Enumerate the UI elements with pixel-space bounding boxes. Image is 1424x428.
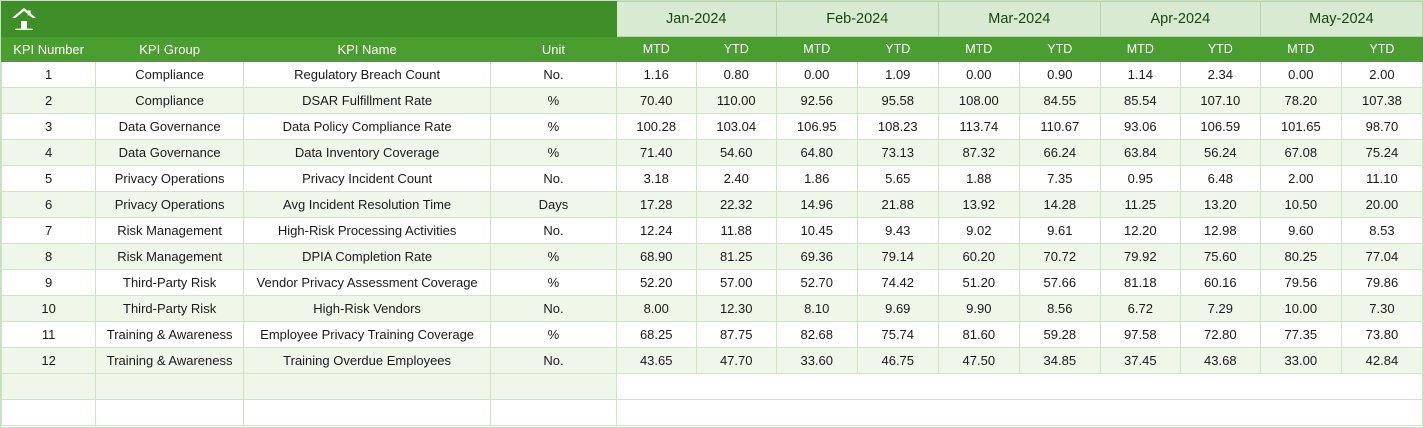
cell-feb-mtd: 106.95 [776,114,857,140]
table-row [2,62,1423,88]
cell-may-mtd: 79.56 [1260,270,1341,296]
cell-kpi-group: Compliance [96,88,244,114]
cell-kpi-number: 4 [2,140,96,166]
cell-may-ytd: 77.04 [1341,244,1422,270]
empty-cell [244,374,491,400]
cell-may-mtd: 77.35 [1260,322,1341,348]
cell-feb-ytd: 21.88 [857,192,938,218]
cell-kpi-group: Third-Party Risk [96,270,244,296]
cell-apr-ytd: 56.24 [1180,140,1260,166]
cell-unit: % [491,88,617,114]
cell-jan-mtd: 71.40 [616,140,696,166]
cell-may-mtd: 67.08 [1260,140,1341,166]
cell-kpi-name: Training Overdue Employees [244,348,491,374]
cell-feb-mtd: 10.45 [776,218,857,244]
cell-kpi-group: Privacy Operations [96,192,244,218]
cell-jan-ytd: 12.30 [696,296,776,322]
cell-kpi-number: 10 [2,296,96,322]
cell-unit: No. [491,218,617,244]
cell-unit: % [491,244,617,270]
cell-apr-mtd: 81.18 [1100,270,1180,296]
cell-kpi-number: 6 [2,192,96,218]
cell-mar-ytd: 70.72 [1019,244,1100,270]
cell-kpi-name: High-Risk Processing Activities [244,218,491,244]
month-header-apr: Apr-2024 [1100,2,1260,37]
cell-feb-ytd: 9.43 [857,218,938,244]
cell-may-ytd: 42.84 [1341,348,1422,374]
cell-kpi-group: Risk Management [96,218,244,244]
column-header-feb-ytd[interactable]: YTD [857,37,938,62]
cell-feb-ytd: 108.23 [857,114,938,140]
cell-kpi-name: DPIA Completion Rate [244,244,491,270]
empty-row [2,400,1423,426]
month-header-may: May-2024 [1260,2,1422,37]
cell-kpi-group: Data Governance [96,140,244,166]
cell-kpi-group: Third-Party Risk [96,296,244,322]
cell-jan-mtd: 43.65 [616,348,696,374]
empty-cell [2,374,96,400]
cell-feb-mtd: 14.96 [776,192,857,218]
kpi-table [1,1,1423,426]
cell-feb-ytd: 46.75 [857,348,938,374]
cell-may-mtd: 10.00 [1260,296,1341,322]
cell-kpi-name: Employee Privacy Training Coverage [244,322,491,348]
cell-mar-ytd: 7.35 [1019,166,1100,192]
cell-kpi-name: Data Policy Compliance Rate [244,114,491,140]
house-icon [10,6,38,32]
table-row [2,166,1423,192]
cell-apr-mtd: 11.25 [1100,192,1180,218]
cell-may-ytd: 98.70 [1341,114,1422,140]
cell-may-mtd: 33.00 [1260,348,1341,374]
cell-kpi-number: 3 [2,114,96,140]
cell-unit: No. [491,62,617,88]
empty-row [2,374,1423,400]
cell-apr-ytd: 7.29 [1180,296,1260,322]
cell-feb-ytd: 9.69 [857,296,938,322]
cell-may-mtd: 2.00 [1260,166,1341,192]
cell-may-mtd: 9.60 [1260,218,1341,244]
cell-unit: % [491,322,617,348]
cell-apr-ytd: 43.68 [1180,348,1260,374]
table-row [2,192,1423,218]
cell-jan-ytd: 57.00 [696,270,776,296]
empty-cell [96,400,244,426]
cell-feb-ytd: 95.58 [857,88,938,114]
cell-apr-mtd: 63.84 [1100,140,1180,166]
cell-kpi-group: Training & Awareness [96,322,244,348]
header-band-row [2,2,1423,37]
cell-apr-mtd: 6.72 [1100,296,1180,322]
cell-jan-ytd: 110.00 [696,88,776,114]
cell-may-mtd: 78.20 [1260,88,1341,114]
cell-kpi-name: Regulatory Breach Count [244,62,491,88]
table-row [2,88,1423,114]
cell-jan-ytd: 22.32 [696,192,776,218]
cell-mar-mtd: 1.88 [938,166,1019,192]
table-row [2,140,1423,166]
cell-feb-ytd: 74.42 [857,270,938,296]
cell-may-ytd: 73.80 [1341,322,1422,348]
cell-apr-ytd: 2.34 [1180,62,1260,88]
empty-cell [96,374,244,400]
cell-apr-mtd: 1.14 [1100,62,1180,88]
cell-feb-mtd: 82.68 [776,322,857,348]
cell-feb-mtd: 64.80 [776,140,857,166]
cell-mar-mtd: 47.50 [938,348,1019,374]
cell-jan-mtd: 70.40 [616,88,696,114]
cell-jan-ytd: 87.75 [696,322,776,348]
cell-feb-mtd: 92.56 [776,88,857,114]
cell-may-mtd: 10.50 [1260,192,1341,218]
cell-kpi-name: Avg Incident Resolution Time [244,192,491,218]
column-header-jan-mtd[interactable]: MTD [616,37,696,62]
cell-may-ytd: 75.24 [1341,140,1422,166]
column-header-apr-ytd[interactable]: YTD [1180,37,1260,62]
cell-jan-ytd: 103.04 [696,114,776,140]
cell-apr-mtd: 85.54 [1100,88,1180,114]
column-header-may-mtd[interactable]: MTD [1260,37,1341,62]
cell-kpi-group: Data Governance [96,114,244,140]
cell-mar-mtd: 13.92 [938,192,1019,218]
cell-mar-ytd: 59.28 [1019,322,1100,348]
cell-mar-ytd: 34.85 [1019,348,1100,374]
empty-cell [491,400,617,426]
table-row [2,270,1423,296]
cell-mar-mtd: 0.00 [938,62,1019,88]
cell-mar-ytd: 110.67 [1019,114,1100,140]
cell-mar-ytd: 66.24 [1019,140,1100,166]
cell-may-mtd: 0.00 [1260,62,1341,88]
cell-apr-ytd: 60.16 [1180,270,1260,296]
cell-kpi-number: 7 [2,218,96,244]
cell-kpi-number: 9 [2,270,96,296]
cell-unit: % [491,270,617,296]
cell-mar-ytd: 14.28 [1019,192,1100,218]
cell-kpi-group: Compliance [96,62,244,88]
empty-cell [244,400,491,426]
cell-may-mtd: 101.65 [1260,114,1341,140]
cell-kpi-number: 12 [2,348,96,374]
cell-kpi-number: 2 [2,88,96,114]
cell-unit: % [491,140,617,166]
cell-jan-mtd: 1.16 [616,62,696,88]
cell-may-ytd: 2.00 [1341,62,1422,88]
cell-mar-mtd: 108.00 [938,88,1019,114]
cell-mar-ytd: 0.90 [1019,62,1100,88]
cell-apr-ytd: 107.10 [1180,88,1260,114]
cell-feb-ytd: 75.74 [857,322,938,348]
cell-jan-mtd: 68.90 [616,244,696,270]
empty-cell [616,400,1422,426]
column-header-feb-mtd[interactable]: MTD [776,37,857,62]
cell-unit: % [491,114,617,140]
cell-apr-mtd: 0.95 [1100,166,1180,192]
cell-kpi-number: 11 [2,322,96,348]
cell-feb-mtd: 69.36 [776,244,857,270]
cell-mar-ytd: 84.55 [1019,88,1100,114]
cell-mar-mtd: 60.20 [938,244,1019,270]
cell-apr-ytd: 6.48 [1180,166,1260,192]
cell-kpi-name: Data Inventory Coverage [244,140,491,166]
cell-jan-ytd: 2.40 [696,166,776,192]
cell-apr-ytd: 12.98 [1180,218,1260,244]
cell-may-ytd: 11.10 [1341,166,1422,192]
cell-mar-mtd: 87.32 [938,140,1019,166]
cell-jan-mtd: 17.28 [616,192,696,218]
logo-cell [2,2,617,37]
cell-feb-mtd: 0.00 [776,62,857,88]
cell-kpi-number: 1 [2,62,96,88]
column-header-may-ytd[interactable]: YTD [1341,37,1422,62]
cell-feb-ytd: 79.14 [857,244,938,270]
cell-jan-mtd: 8.00 [616,296,696,322]
cell-apr-mtd: 37.45 [1100,348,1180,374]
cell-apr-mtd: 97.58 [1100,322,1180,348]
cell-feb-mtd: 52.70 [776,270,857,296]
table-row [2,114,1423,140]
month-header-mar: Mar-2024 [938,2,1100,37]
cell-unit: No. [491,296,617,322]
cell-jan-ytd: 47.70 [696,348,776,374]
cell-mar-ytd: 9.61 [1019,218,1100,244]
empty-cell [616,374,1422,400]
table-row [2,322,1423,348]
cell-kpi-group: Privacy Operations [96,166,244,192]
cell-mar-mtd: 9.02 [938,218,1019,244]
cell-apr-mtd: 93.06 [1100,114,1180,140]
cell-may-mtd: 80.25 [1260,244,1341,270]
cell-apr-ytd: 72.80 [1180,322,1260,348]
cell-feb-mtd: 8.10 [776,296,857,322]
cell-jan-ytd: 54.60 [696,140,776,166]
table-row [2,348,1423,374]
cell-jan-mtd: 3.18 [616,166,696,192]
month-header-feb: Feb-2024 [776,2,938,37]
cell-mar-mtd: 9.90 [938,296,1019,322]
column-header-kpi-name[interactable]: KPI Name [244,37,491,62]
cell-kpi-name: DSAR Fulfillment Rate [244,88,491,114]
month-header-jan: Jan-2024 [616,2,776,37]
cell-kpi-group: Risk Management [96,244,244,270]
cell-kpi-group: Training & Awareness [96,348,244,374]
cell-mar-ytd: 57.66 [1019,270,1100,296]
column-header-apr-mtd[interactable]: MTD [1100,37,1180,62]
cell-apr-ytd: 75.60 [1180,244,1260,270]
column-header-unit[interactable]: Unit [491,37,617,62]
cell-jan-mtd: 68.25 [616,322,696,348]
cell-jan-mtd: 100.28 [616,114,696,140]
cell-mar-mtd: 113.74 [938,114,1019,140]
cell-unit: No. [491,348,617,374]
cell-may-ytd: 7.30 [1341,296,1422,322]
table-row [2,296,1423,322]
cell-may-ytd: 107.38 [1341,88,1422,114]
cell-jan-ytd: 11.88 [696,218,776,244]
cell-mar-mtd: 51.20 [938,270,1019,296]
cell-jan-mtd: 52.20 [616,270,696,296]
column-header-row [2,37,1423,62]
cell-apr-ytd: 13.20 [1180,192,1260,218]
cell-feb-ytd: 1.09 [857,62,938,88]
table-row [2,244,1423,270]
column-header-mar-ytd[interactable]: YTD [1019,37,1100,62]
cell-mar-ytd: 8.56 [1019,296,1100,322]
cell-kpi-number: 8 [2,244,96,270]
cell-apr-mtd: 79.92 [1100,244,1180,270]
column-header-kpi-number[interactable]: KPI Number [2,37,96,62]
column-header-mar-mtd[interactable]: MTD [938,37,1019,62]
cell-feb-ytd: 5.65 [857,166,938,192]
cell-kpi-name: Vendor Privacy Assessment Coverage [244,270,491,296]
cell-apr-mtd: 12.20 [1100,218,1180,244]
cell-kpi-name: High-Risk Vendors [244,296,491,322]
cell-feb-ytd: 73.13 [857,140,938,166]
cell-mar-mtd: 81.60 [938,322,1019,348]
cell-unit: Days [491,192,617,218]
empty-cell [491,374,617,400]
cell-kpi-number: 5 [2,166,96,192]
cell-jan-ytd: 0.80 [696,62,776,88]
cell-may-ytd: 79.86 [1341,270,1422,296]
column-header-jan-ytd[interactable]: YTD [696,37,776,62]
empty-cell [2,400,96,426]
cell-jan-ytd: 81.25 [696,244,776,270]
cell-feb-mtd: 1.86 [776,166,857,192]
cell-may-ytd: 20.00 [1341,192,1422,218]
cell-jan-mtd: 12.24 [616,218,696,244]
cell-apr-ytd: 106.59 [1180,114,1260,140]
cell-kpi-name: Privacy Incident Count [244,166,491,192]
column-header-kpi-group[interactable]: KPI Group [96,37,244,62]
cell-unit: No. [491,166,617,192]
cell-may-ytd: 8.53 [1341,218,1422,244]
table-row [2,218,1423,244]
cell-feb-mtd: 33.60 [776,348,857,374]
